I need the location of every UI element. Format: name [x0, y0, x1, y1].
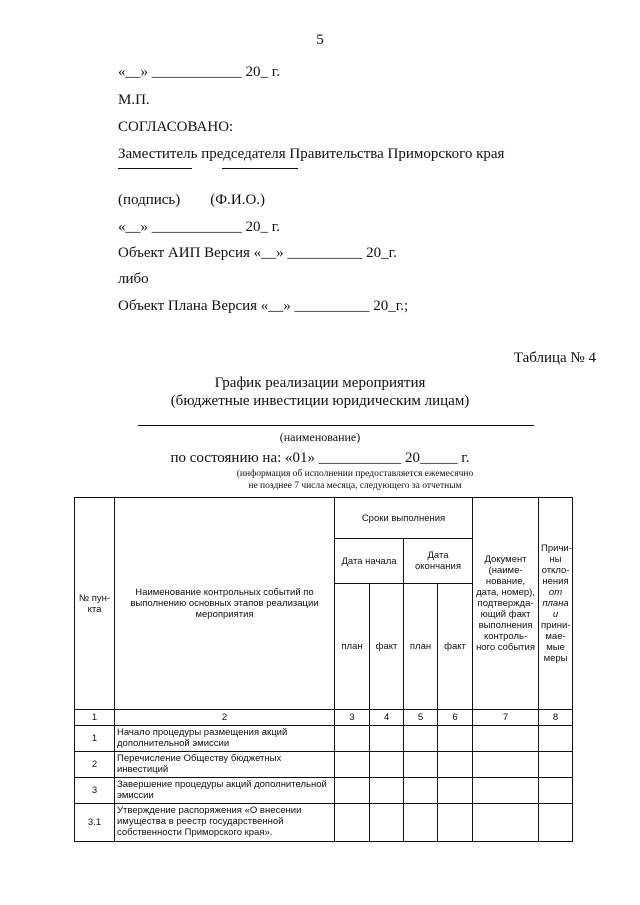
schedule-subtitle: (бюджетные инвестиции юридическим лицам): [170, 393, 470, 409]
header-reasons-b: прини-мае-мые меры: [541, 620, 571, 664]
stamp-place: М.П.: [118, 92, 150, 108]
col-number: 6: [438, 710, 473, 726]
note-line-1: (информация об исполнении предоставляется ежемесячно: [236, 469, 474, 479]
header-num: № пун-кта: [75, 498, 115, 710]
row-num: 3: [75, 778, 115, 804]
row-event: Утверждение распоряжения «О внесении имущества в реестр государственной собственности Приморского края».: [115, 804, 335, 842]
col-number: 2: [115, 710, 335, 726]
row-event: Начало процедуры размещения акций дополнительной эмиссии: [115, 726, 335, 752]
name-line: [222, 168, 298, 169]
col-number: 3: [335, 710, 370, 726]
table-row: [75, 778, 573, 804]
header-event: Наименование контрольных событий по выполнению основных этапов реализации мероприятия: [115, 498, 335, 710]
deputy-title: Заместитель председателя Правительства Приморского края: [118, 146, 505, 162]
header-fact: факт: [438, 584, 473, 710]
row-num: 2: [75, 752, 115, 778]
header-reasons-italic: от плана и: [542, 587, 569, 620]
schedule-title: График реализации мероприятия: [214, 375, 426, 391]
row-event: Перечисление Обществу бюджетных инвестиций: [115, 752, 335, 778]
col-number: 8: [539, 710, 573, 726]
signature-line: [118, 168, 192, 169]
table-row: [75, 804, 573, 842]
table-row: [75, 726, 573, 752]
plan-version-line: Объект Плана Версия «__» __________ 20_г.;: [118, 298, 409, 314]
or-text: либо: [118, 271, 149, 287]
col-number: 1: [75, 710, 115, 726]
col-number: 5: [404, 710, 438, 726]
note-line-2: не позднее 7 числа месяца, следующего за отчетным: [248, 481, 462, 491]
signature-labels: (подпись) (Ф.И.О.): [118, 192, 266, 208]
header-start: Дата начала: [335, 539, 404, 584]
header-fact: факт: [370, 584, 404, 710]
date-line-1: «__» ____________ 20_ г.: [118, 64, 280, 80]
header-plan: план: [335, 584, 370, 710]
row-num: 3.1: [75, 804, 115, 842]
row-event: Завершение процедуры акций дополнительной эмиссии: [115, 778, 335, 804]
header-terms: Сроки выполнения: [335, 498, 473, 539]
table-row: [75, 752, 573, 778]
col-number: 4: [370, 710, 404, 726]
header-end: Дата окончания: [404, 539, 473, 584]
name-caption: (наименование): [279, 430, 361, 444]
agreed-heading: СОГЛАСОВАНО:: [118, 119, 234, 135]
header-reasons: [539, 498, 573, 710]
header-reasons-a: Причи-ны откло-нения: [541, 543, 572, 587]
name-underline: [138, 425, 534, 426]
header-plan: план: [404, 584, 438, 710]
state-line: по состоянию на: «01» ___________ 20_____ г.: [170, 450, 470, 466]
table-label: Таблица № 4: [513, 350, 596, 366]
row-num: 1: [75, 726, 115, 752]
page-number: 5: [316, 32, 324, 48]
date-line-2: «__» ____________ 20_ г.: [118, 219, 280, 235]
schedule-table: [74, 497, 573, 842]
col-number: 7: [473, 710, 539, 726]
header-document: Документ (наиме-нование, дата, номер), подтвержда-ющий факт выполнения контроль-ного события: [473, 498, 539, 710]
aip-version-line: Объект АИП Версия «__» __________ 20_г.: [118, 245, 397, 261]
